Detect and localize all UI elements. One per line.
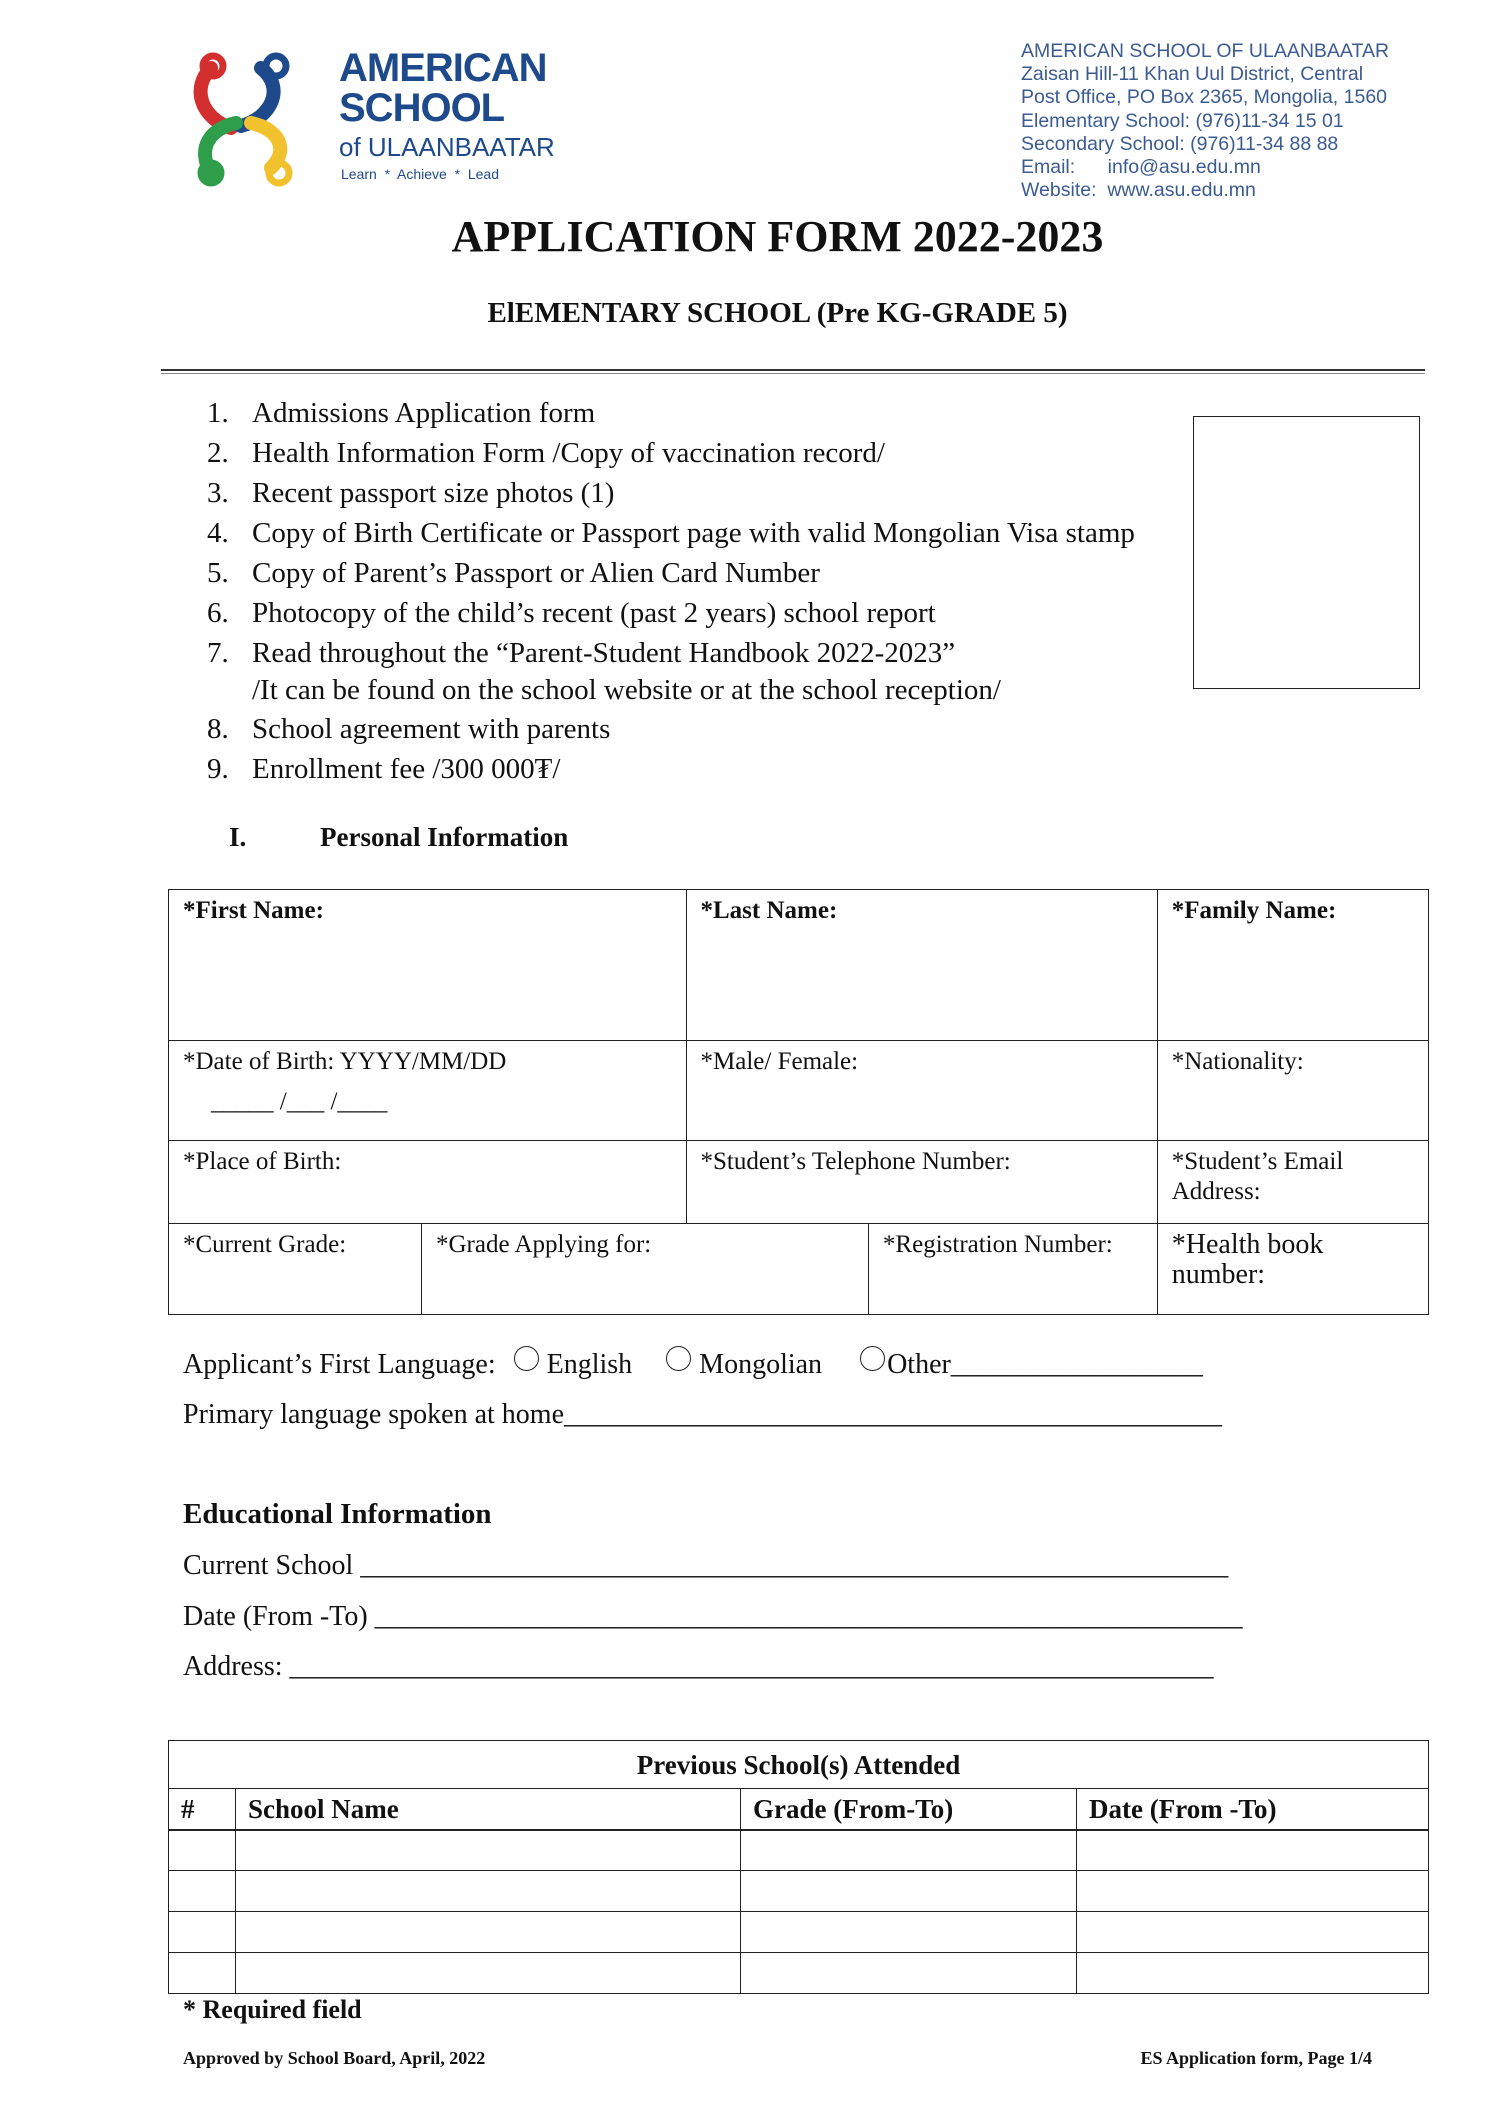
item-text: Admissions Application form	[252, 396, 596, 429]
table-row	[169, 1830, 1429, 1871]
radio-mongolian[interactable]	[666, 1346, 691, 1371]
footer-approval: Approved by School Board, April, 2022	[183, 2048, 486, 2068]
address-line: Secondary School: (976)11-34 88 88	[1021, 132, 1339, 155]
nationality-field[interactable]: *Nationality:	[1157, 1041, 1428, 1141]
option-english: English	[546, 1349, 633, 1380]
column-header: School Name	[236, 1789, 741, 1830]
registration-number-field[interactable]: *Registration Number:	[868, 1224, 1157, 1315]
dates-field[interactable]: Date (From -To) ______________________________________________________________	[183, 1601, 1243, 1632]
item-text: Read throughout the “Parent-Student Handbook 2022-2023”	[252, 636, 956, 669]
column-header: #	[169, 1789, 236, 1830]
school-address	[1021, 40, 1389, 202]
current-school-field[interactable]: Current School ______________________________________________________________	[183, 1550, 1229, 1581]
first-name-field[interactable]: *First Name:	[169, 890, 687, 1041]
checklist-item-note: /It can be found on the school website or at the school reception/	[252, 674, 1001, 706]
footer-page: ES Application form, Page 1/4	[1140, 2048, 1372, 2068]
cell[interactable]	[169, 1830, 236, 1871]
item-text: Photocopy of the child’s recent (past 2 years) school report	[252, 596, 936, 629]
cell[interactable]	[741, 1830, 1077, 1871]
item-number: 5.	[207, 556, 229, 589]
cell[interactable]	[1077, 1953, 1429, 1994]
family-name-field[interactable]: *Family Name:	[1157, 890, 1428, 1041]
place-of-birth-field[interactable]: *Place of Birth:	[169, 1141, 687, 1224]
item-number: 8.	[207, 712, 229, 745]
radio-other[interactable]	[860, 1346, 885, 1371]
checklist-item	[207, 473, 1135, 513]
item-number: 1.	[207, 396, 229, 429]
cell[interactable]	[1077, 1830, 1429, 1871]
page-title: APPLICATION FORM 2022-2023	[451, 212, 1104, 261]
dob-field[interactable]	[169, 1041, 687, 1141]
dob-blank: _____ /___ /____	[211, 1088, 388, 1115]
item-text: Copy of Parent’s Passport or Alien Card Number	[252, 556, 820, 589]
item-text: Health Information Form /Copy of vaccination record/	[252, 436, 885, 469]
address-line: Email: info@asu.edu.mn	[1021, 156, 1261, 179]
page-subtitle: ElEMENTARY SCHOOL (Pre KG-GRADE 5)	[487, 297, 1068, 329]
health-book-field[interactable]: *Health book number:	[1157, 1224, 1428, 1315]
personal-info-table	[168, 889, 1429, 1315]
table-row	[169, 1912, 1429, 1953]
item-text: Recent passport size photos (1)	[252, 476, 615, 509]
table-row	[169, 1871, 1429, 1912]
item-text: Enrollment fee /300 000₮/	[252, 752, 561, 785]
required-note: * Required field	[183, 1995, 362, 2024]
cell[interactable]	[236, 1871, 741, 1912]
checklist-item	[207, 513, 1135, 553]
phone-field[interactable]: *Student’s Telephone Number:	[686, 1141, 1157, 1224]
logo-tagline: Learn * Achieve * Lead	[341, 166, 499, 182]
section-title: Personal Information	[320, 822, 569, 852]
address-field[interactable]: Address: __________________________________________________________________	[183, 1651, 1214, 1682]
option-other[interactable]: Other__________________	[887, 1349, 1203, 1380]
cell[interactable]	[169, 1912, 236, 1953]
home-language-field[interactable]: Primary language spoken at home_______________________________________________	[183, 1399, 1223, 1430]
cell[interactable]	[169, 1953, 236, 1994]
grade-applying-field[interactable]: *Grade Applying for:	[422, 1224, 869, 1315]
item-text: School agreement with parents	[252, 712, 611, 745]
column-header: Date (From -To)	[1077, 1789, 1429, 1830]
checklist-item	[207, 749, 1135, 789]
address-line: Post Office, PO Box 2365, Mongolia, 1560	[1021, 86, 1388, 109]
item-number: 7.	[207, 636, 229, 669]
item-number: 4.	[207, 516, 229, 549]
logo-text-ulaanbaatar: of ULAANBAATAR	[339, 132, 555, 162]
divider	[161, 369, 1425, 374]
item-number: 6.	[207, 596, 229, 629]
first-language-label: Applicant’s First Language:	[183, 1349, 496, 1380]
address-line: Zaisan Hill-11 Khan Uul District, Central	[1021, 63, 1364, 86]
logo-text-american: AMERICAN	[339, 46, 547, 90]
checklist-item	[207, 433, 1135, 473]
cell[interactable]	[741, 1871, 1077, 1912]
section-number: I.	[229, 822, 247, 852]
section-heading	[229, 821, 729, 853]
checklist-item	[207, 633, 1135, 673]
cell[interactable]	[236, 1912, 741, 1953]
previous-schools-table	[168, 1740, 1429, 1994]
document-checklist	[207, 393, 1135, 789]
address-line: AMERICAN SCHOOL OF ULAANBAATAR	[1021, 40, 1390, 62]
cell[interactable]	[236, 1953, 741, 1994]
education-heading: Educational Information	[183, 1498, 492, 1530]
school-logo	[191, 48, 561, 193]
table-row	[169, 1953, 1429, 1994]
cell[interactable]	[169, 1871, 236, 1912]
dob-label: *Date of Birth: YYYY/MM/DD	[183, 1048, 507, 1075]
photo-box	[1193, 416, 1420, 689]
checklist-item	[207, 709, 1135, 749]
gender-field[interactable]: *Male/ Female:	[686, 1041, 1157, 1141]
logo-text-school: SCHOOL	[339, 86, 505, 130]
checklist-item	[207, 393, 1135, 433]
address-line: Website: www.asu.edu.mn	[1021, 179, 1256, 202]
radio-english[interactable]	[514, 1346, 539, 1371]
current-grade-field[interactable]: *Current Grade:	[169, 1224, 422, 1315]
column-header: Grade (From-To)	[741, 1789, 1077, 1830]
cell[interactable]	[1077, 1871, 1429, 1912]
last-name-field[interactable]: *Last Name:	[686, 890, 1157, 1041]
option-mongolian: Mongolian	[699, 1349, 823, 1380]
address-line: Elementary School: (976)11-34 15 01	[1021, 109, 1344, 132]
email-field[interactable]: *Student’s Email Address:	[1157, 1141, 1428, 1224]
cell[interactable]	[1077, 1912, 1429, 1953]
item-number: 2.	[207, 436, 229, 469]
item-text: Copy of Birth Certificate or Passport page with valid Mongolian Visa stamp	[252, 516, 1135, 549]
cell[interactable]	[236, 1830, 741, 1871]
table-title: Previous School(s) Attended	[169, 1741, 1429, 1789]
checklist-item	[207, 553, 1135, 593]
checklist-item	[207, 593, 1135, 633]
item-number: 9.	[207, 752, 229, 785]
first-language-row	[183, 1346, 1203, 1382]
item-number: 3.	[207, 476, 229, 509]
cell[interactable]	[741, 1953, 1077, 1994]
cell[interactable]	[741, 1912, 1077, 1953]
